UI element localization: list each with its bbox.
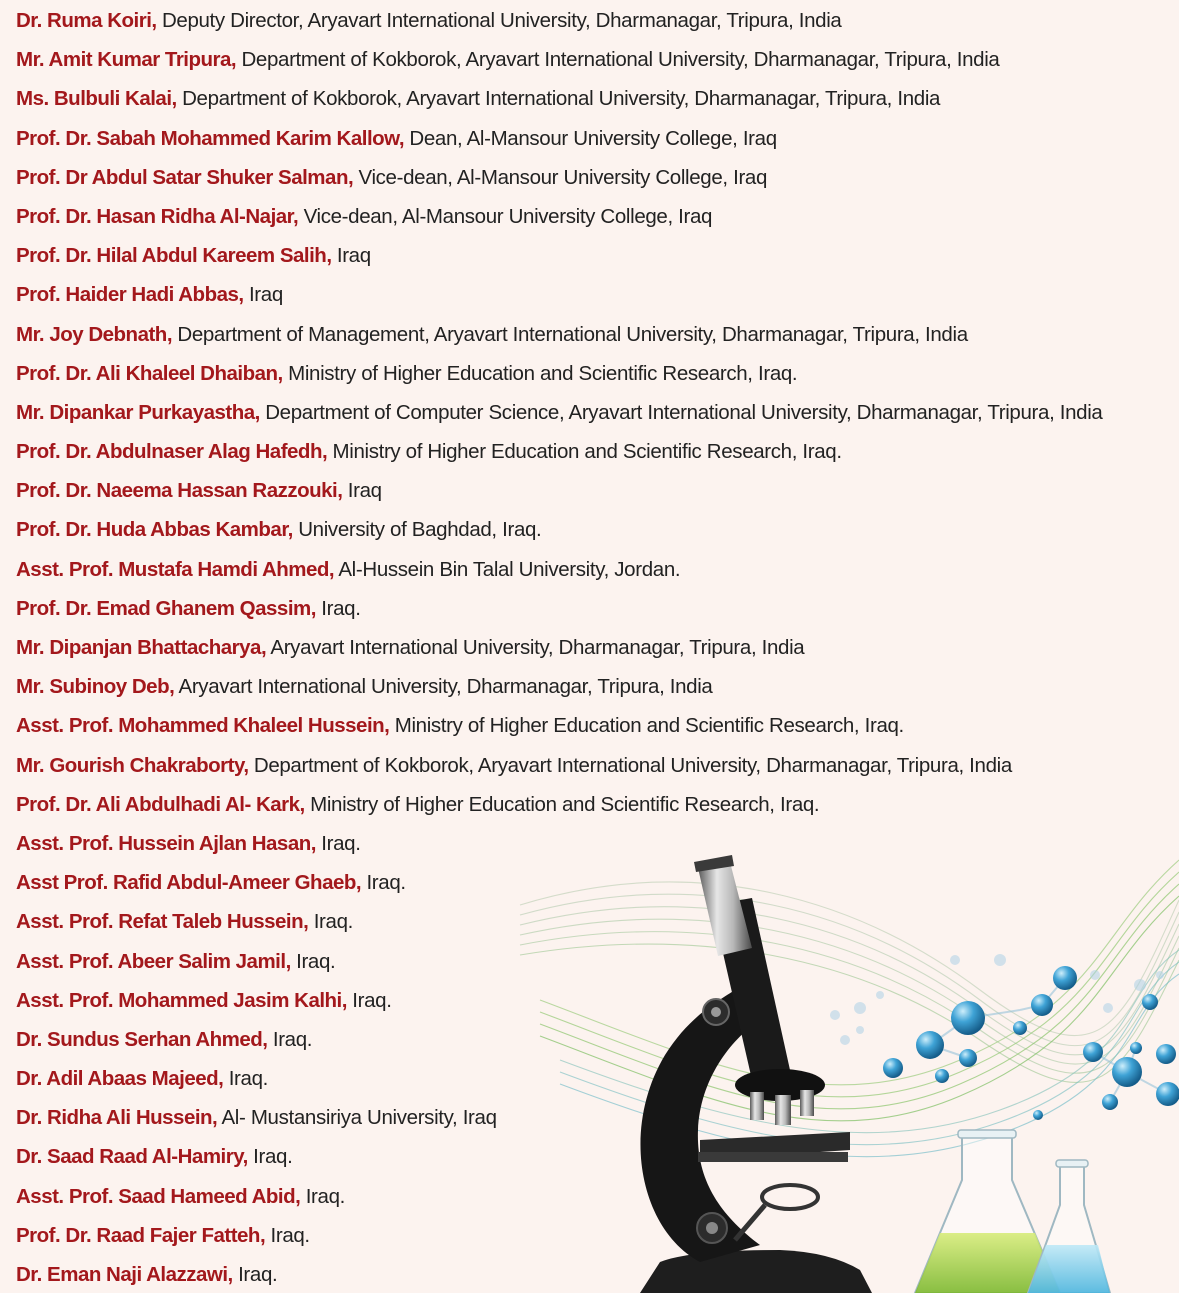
list-item bbox=[16, 826, 1102, 865]
member-name: Mr. Amit Kumar Tripura, bbox=[16, 48, 237, 72]
member-affiliation: Department of Kokborok, Aryavart International University, Dharmanagar, Tripura, India bbox=[176, 87, 941, 111]
member-name: Dr. Ruma Koiri, bbox=[16, 9, 157, 32]
member-affiliation: Vice-dean, Al-Mansour University College, Iraq bbox=[353, 165, 768, 189]
list-item bbox=[16, 1061, 1102, 1100]
member-name: Dr. Sundus Serhan Ahmed, bbox=[16, 1027, 268, 1051]
list-item bbox=[16, 356, 1102, 395]
member-name: Mr. Dipanjan Bhattacharya, bbox=[16, 636, 267, 659]
member-affiliation: Iraq. bbox=[290, 949, 336, 973]
list-item bbox=[16, 238, 1102, 277]
member-name: Prof. Dr. Ali Abdulhadi Al- Kark, bbox=[16, 792, 305, 816]
list-item bbox=[16, 512, 1102, 551]
list-item bbox=[16, 1022, 1102, 1061]
member-affiliation: Iraq. bbox=[223, 1067, 268, 1091]
member-affiliation: Iraq. bbox=[315, 596, 361, 620]
member-affiliation: Department of Kokborok, Aryavart International University, Dharmanagar, Tripura, India bbox=[236, 48, 1000, 72]
list-item bbox=[16, 552, 1102, 591]
member-name: Asst. Prof. Saad Hameed Abid, bbox=[16, 1184, 301, 1208]
member-affiliation: Iraq. bbox=[247, 1145, 293, 1169]
member-name: Dr. Eman Naji Alazzawi, bbox=[16, 1263, 233, 1286]
member-affiliation: Department of Computer Science, Aryavart International University, Dharmanagar, Tripura, India bbox=[259, 400, 1103, 424]
list-item bbox=[16, 1257, 1102, 1293]
list-item bbox=[16, 1100, 1102, 1139]
list-item bbox=[16, 787, 1102, 826]
member-affiliation: University of Baghdad, Iraq. bbox=[292, 518, 542, 542]
list-item bbox=[16, 904, 1102, 943]
member-name: Prof. Dr. Hasan Ridha Al-Najar, bbox=[16, 204, 299, 228]
member-affiliation: Aryavart International University, Dharmanagar, Tripura, India bbox=[266, 636, 805, 659]
member-affiliation: Al- Mustansiriya University, Iraq bbox=[217, 1106, 497, 1130]
list-item bbox=[16, 591, 1102, 630]
list-item bbox=[16, 1179, 1102, 1218]
member-name: Prof. Dr. Hilal Abdul Kareem Salih, bbox=[16, 244, 332, 268]
member-affiliation: Ministry of Higher Education and Scientific Research, Iraq. bbox=[389, 714, 904, 738]
member-name: Prof. Dr. Emad Ghanem Qassim, bbox=[16, 596, 316, 620]
member-affiliation: Dean, Al-Mansour University College, Iraq bbox=[404, 126, 777, 150]
list-item bbox=[16, 944, 1102, 983]
committee-member-list bbox=[16, 3, 1102, 1293]
member-name: Dr. Ridha Ali Hussein, bbox=[16, 1106, 218, 1130]
member-affiliation: Ministry of Higher Education and Scientific Research, Iraq. bbox=[304, 792, 820, 816]
list-item bbox=[16, 42, 1102, 81]
list-item bbox=[16, 3, 1102, 42]
list-item bbox=[16, 708, 1102, 747]
member-affiliation: Deputy Director, Aryavart International University, Dharmanagar, Tripura, India bbox=[156, 9, 842, 32]
list-item bbox=[16, 121, 1102, 160]
member-name: Prof. Dr Abdul Satar Shuker Salman, bbox=[16, 165, 354, 189]
member-name: Prof. Dr. Ali Khaleel Dhaiban, bbox=[16, 361, 283, 385]
member-name: Asst. Prof. Mohammed Jasim Kalhi, bbox=[16, 988, 347, 1012]
list-item bbox=[16, 160, 1102, 199]
member-affiliation: Iraq. bbox=[300, 1184, 345, 1208]
member-name: Asst. Prof. Mohammed Khaleel Hussein, bbox=[16, 714, 390, 738]
member-affiliation: Al-Hussein Bin Talal University, Jordan. bbox=[334, 557, 681, 581]
member-affiliation: Iraq. bbox=[315, 831, 361, 855]
member-affiliation: Iraq bbox=[243, 283, 283, 307]
member-name: Prof. Haider Hadi Abbas, bbox=[16, 283, 244, 307]
member-name: Prof. Dr. Sabah Mohammed Karim Kallow, bbox=[16, 126, 405, 150]
member-name: Prof. Dr. Huda Abbas Kambar, bbox=[16, 518, 293, 542]
member-affiliation: Iraq bbox=[331, 244, 371, 268]
member-affiliation: Ministry of Higher Education and Scientific Research, Iraq. bbox=[327, 440, 842, 464]
list-item bbox=[16, 395, 1102, 434]
member-name: Mr. Subinoy Deb, bbox=[16, 675, 175, 699]
member-name: Prof. Dr. Abdulnaser Alag Hafedh, bbox=[16, 440, 328, 464]
list-item bbox=[16, 277, 1102, 316]
member-affiliation: Iraq. bbox=[361, 871, 406, 895]
list-item bbox=[16, 983, 1102, 1022]
member-affiliation: Department of Kokborok, Aryavart International University, Dharmanagar, Tripura, India bbox=[248, 753, 1012, 777]
member-name: Asst. Prof. Hussein Ajlan Hasan, bbox=[16, 831, 316, 855]
list-item bbox=[16, 630, 1102, 669]
list-item bbox=[16, 1139, 1102, 1178]
list-item bbox=[16, 748, 1102, 787]
member-name: Mr. Gourish Chakraborty, bbox=[16, 753, 249, 777]
list-item bbox=[16, 1218, 1102, 1257]
list-item bbox=[16, 669, 1102, 708]
member-name: Dr. Adil Abaas Majeed, bbox=[16, 1067, 224, 1091]
member-name: Asst. Prof. Refat Taleb Hussein, bbox=[16, 910, 309, 934]
member-affiliation: Iraq. bbox=[346, 988, 392, 1012]
member-affiliation: Iraq. bbox=[232, 1263, 278, 1286]
list-item bbox=[16, 865, 1102, 904]
member-name: Dr. Saad Raad Al-Hamiry, bbox=[16, 1145, 248, 1169]
member-affiliation: Iraq. bbox=[265, 1223, 310, 1247]
list-item bbox=[16, 473, 1102, 512]
member-name: Asst Prof. Rafid Abdul-Ameer Ghaeb, bbox=[16, 871, 362, 895]
member-name: Prof. Dr. Naeema Hassan Razzouki, bbox=[16, 479, 343, 503]
member-affiliation: Vice-dean, Al-Mansour University College, Iraq bbox=[298, 204, 713, 228]
member-name: Mr. Dipankar Purkayastha, bbox=[16, 400, 260, 424]
list-item bbox=[16, 199, 1102, 238]
member-affiliation: Iraq. bbox=[267, 1027, 313, 1051]
list-item bbox=[16, 81, 1102, 120]
member-name: Ms. Bulbuli Kalai, bbox=[16, 87, 177, 111]
member-name: Asst. Prof. Mustafa Hamdi Ahmed, bbox=[16, 557, 335, 581]
member-name: Mr. Joy Debnath, bbox=[16, 322, 173, 346]
member-affiliation: Aryavart International University, Dharmanagar, Tripura, India bbox=[174, 675, 713, 699]
member-affiliation: Iraq. bbox=[308, 910, 353, 934]
member-name: Asst. Prof. Abeer Salim Jamil, bbox=[16, 949, 291, 973]
member-affiliation: Ministry of Higher Education and Scientific Research, Iraq. bbox=[282, 361, 798, 385]
list-item bbox=[16, 317, 1102, 356]
member-name: Prof. Dr. Raad Fajer Fatteh, bbox=[16, 1223, 266, 1247]
list-item bbox=[16, 434, 1102, 473]
member-affiliation: Iraq bbox=[342, 479, 382, 503]
member-affiliation: Department of Management, Aryavart International University, Dharmanagar, Tripura, India bbox=[172, 322, 968, 346]
